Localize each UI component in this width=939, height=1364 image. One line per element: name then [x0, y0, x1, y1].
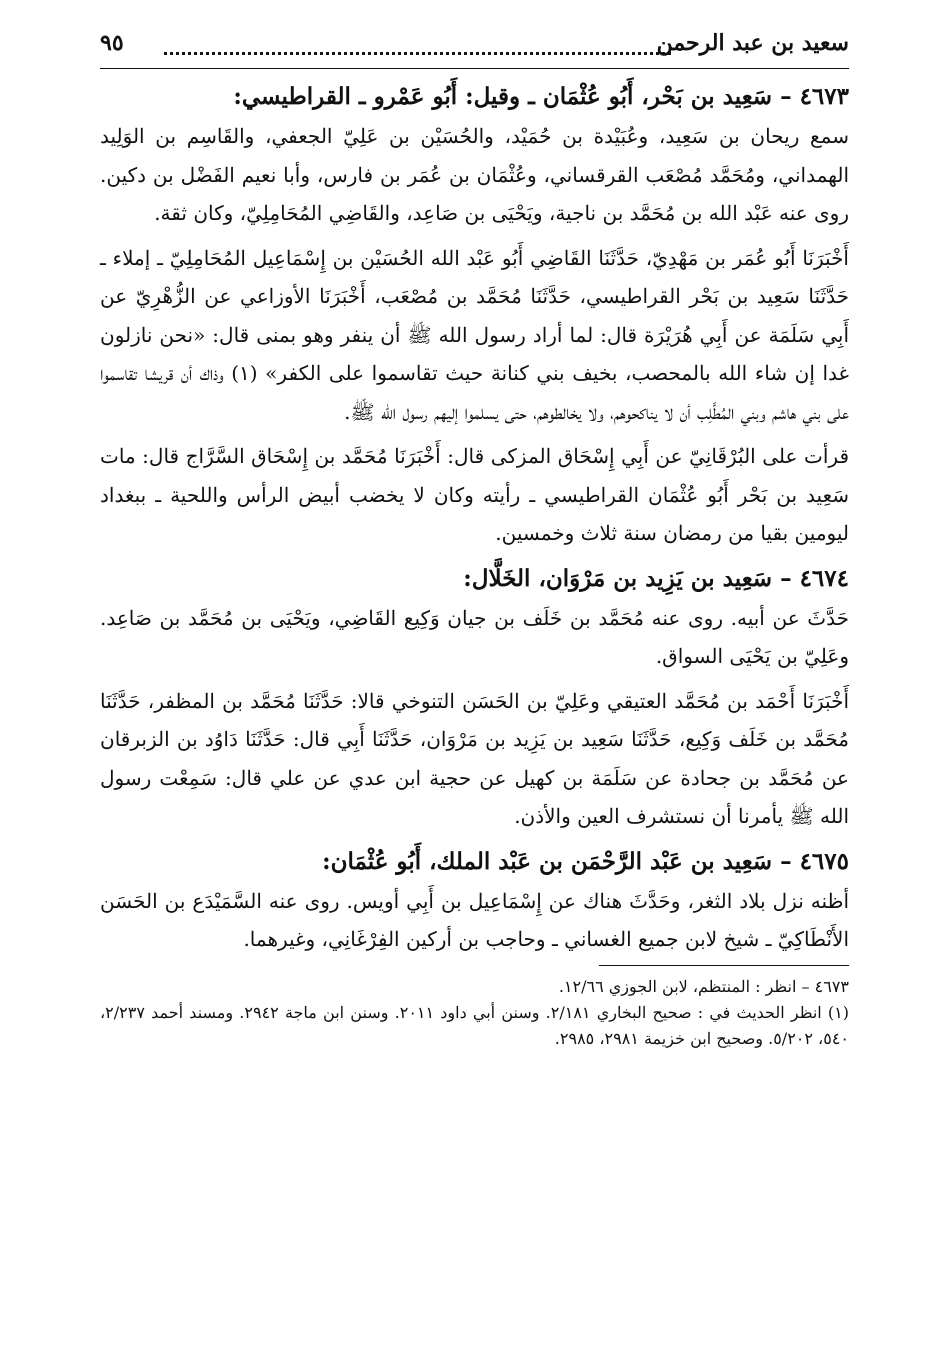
entry-heading — [100, 842, 849, 882]
entry-4674 — [100, 559, 849, 836]
entry-title: سَعِيد بن يَزِيد بن مَرْوَان، الخَلَّال: — [463, 564, 773, 592]
footnotes — [100, 966, 849, 1052]
entry-4673 — [100, 77, 849, 553]
entry-title: سَعِيد بن عَبْد الرَّحْمَن بن عَبْد الملك، أَبُو عُثْمَان: — [322, 847, 773, 875]
entry-heading — [100, 77, 849, 117]
entry-number: ٤٦٧٥ – — [780, 847, 849, 875]
paragraph: أظنه نزل بلاد الثغر، وحَدَّثَ هناك عن إِسْمَاعِيل بن أَبِي أويس. روى عنه السَّمَيْدَع بن الحَسَن الأَنْطَاكِيّ ـ شيخ لابن جميع الغساني ـ وحاجب بن أركين الفِرْغَانِي، وغيرهما. — [100, 888, 849, 951]
book-page — [100, 28, 849, 1340]
paragraph: أَخْبَرَنَا أَحْمَد بن مُحَمَّد العتيقي وعَلِيّ بن الحَسَن التنوخي قالا: حَدَّثَنَا مُحَمَّد بن المظفر، حَدَّثَنَا مُحَمَّد بن خَلَف وَكِيع، حَدَّثَنَا سَعِيد بن يَزِيد بن مَرْوَان، حَدَّثَنَا أَبِي قال: حَدَّثَنَا دَاوُد بن الزبرقان عن مُحَمَّد بن جحادة عن سَلَمَة بن كهيل عن حجية ابن عدي عن علي قال: سَمِعْت رسول الله ﷺ يأمرنا أن نستشرف العين والأذن. — [100, 688, 849, 828]
running-header — [100, 28, 849, 69]
paragraph: سمع ريحان بن سَعِيد، وعُبَيْدة بن حُمَيْد، والحُسَيْن بن عَلِيّ الجعفي، والقَاسِم بن الوَلِيد الهمداني، ومُحَمَّد مُصْعَب القرقساني، وعُثْمَان بن عُمَر بن فارس، وأبا نعيم الفَضْل بن دكين. روى عنه عَبْد الله بن مُحَمَّد بن ناجية، ويَحْيَى بن صَاعِد، والقَاضِي المُحَامِلِيّ، وكان ثقة. — [100, 124, 849, 225]
entry-heading — [100, 559, 849, 599]
footnote: ٤٦٧٣ – انظر : المنتظم، لابن الجوزي ١٢/٦٦. — [558, 976, 849, 996]
page-number: ٩٥ — [100, 30, 124, 56]
entry-number: ٤٦٧٤ – — [780, 564, 849, 592]
paragraph: حَدَّثَ عن أبيه. روى عنه مُحَمَّد بن خَلَف بن جيان وَكِيع القَاضِي، ويَحْيَى بن مُحَمَّد بن صَاعِد. وعَلِيّ بن يَحْيَى السواق. — [100, 605, 849, 668]
entry-title: سَعِيد بن بَحْر، أَبُو عُثْمَان ـ وقيل: أَبُو عَمْرو ـ القراطيسي: — [233, 83, 773, 110]
leader-dots — [164, 52, 671, 55]
entry-number: ٤٦٧٣ – — [780, 83, 849, 110]
running-title: سعيد بن عبد الرحمن — [656, 30, 849, 56]
footnote: (١) انظر الحديث في : صحيح البخاري ٢/١٨١. وسنن أبي داود ٢٠١١. وسنن ابن ماجة ٢٩٤٢. ومسند أحمد ٢/٢٣٧، ٥٤٠، ٥/٢٠٢. وصحيح ابن خزيمة ٢٩٨١، ٢٩٨٥. — [100, 1002, 850, 1048]
paragraph: قرأت على البُرْقَانِيّ عن أَبِي إِسْحَاق المزكى قال: أَخْبَرَنَا مُحَمَّد بن إِسْحَاق السَّرَّاج قال: مات سَعِيد بن بَحْر أَبُو عُثْمَان القراطيسي ـ رأيته وكان لا يخضب أبيض الرأس واللحية ـ ببغداد ليومين بقيا من رمضان سنة ثلاث وخمسين. — [100, 444, 849, 545]
entry-4675 — [100, 842, 849, 959]
paragraph: أَخْبَرَنَا أَبُو عُمَر بن مَهْدِيّ، حَدَّثَنَا القَاضِي أَبُو عَبْد الله الحُسَيْن بن إِسْمَاعِيل المُحَامِلِيّ ـ إملاء ـ حَدَّثَنَا سَعِيد بن بَحْر القراطيسي، حَدَّثَنَا مُحَمَّد بن مُصْعَب، أَخْبَرَنَا الأوزاعي عن الزُّهْرِيّ عن أَبِي سَلَمَة عن أَبِي هُرَيْرَة قال: لما أراد رسول الله ﷺ أن ينفر وهو بمنى قال: «نحن نازلون غدا إن شاء الله بالمحصب، بخيف بني كنانة حيث تقاسموا على الكفر» (١) وذاك أن قريشا تقاسموا على بني هاشم وبني المُطَّلِب أن لا يناكحوهم، ولا يخالطوهم، حتى يسلموا إليهم رسول الله ﷺ. — [100, 245, 849, 424]
